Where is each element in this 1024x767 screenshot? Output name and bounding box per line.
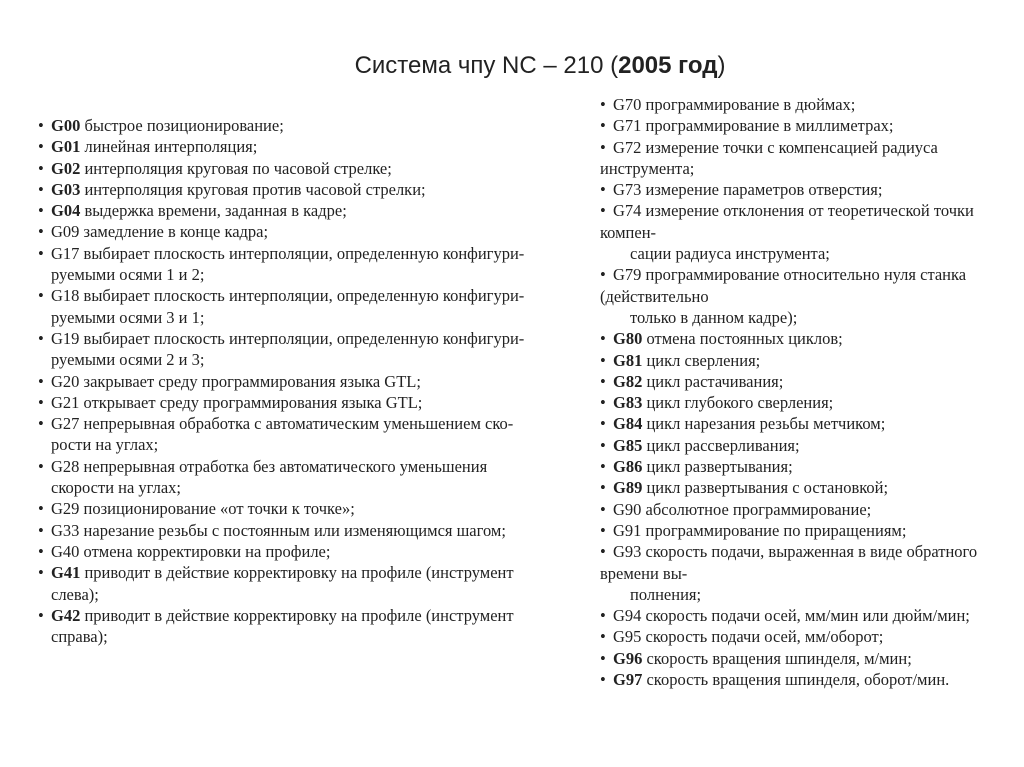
bullet-icon: •	[38, 563, 44, 583]
g-code-description: программирование относительно нуля станка	[645, 265, 967, 285]
list-item-g95	[600, 626, 977, 647]
bullet-icon: •	[600, 95, 606, 114]
list-item-line	[600, 456, 977, 477]
g-code: G90	[613, 499, 642, 519]
g-code-description: цикл развертывания;	[646, 457, 793, 477]
list-item-line	[600, 350, 977, 371]
title-text: Система чпу NC – 210 (	[354, 52, 619, 79]
g-code-description: открывает среду программирования языка GTL;	[83, 392, 423, 412]
left-column-list	[38, 115, 524, 647]
bullet-icon: •	[600, 265, 606, 285]
list-item-line	[38, 285, 524, 306]
list-item-continuation: инструмента;	[600, 158, 695, 178]
g-code: G33	[51, 520, 80, 540]
g-code: G96	[613, 648, 643, 668]
g-code-description: нарезание резьбы с постоянным или изменяющимся шагом;	[83, 520, 506, 540]
g-code-description: отмена корректировки на профиле;	[83, 541, 331, 561]
g-code: G21	[51, 392, 80, 412]
bullet-icon: •	[600, 520, 606, 540]
g-code: G95	[613, 627, 642, 647]
bullet-icon: •	[600, 180, 606, 200]
g-code: G18	[51, 286, 80, 306]
bullet-icon: •	[600, 670, 606, 690]
list-item-continuation: скорости на углах;	[51, 478, 182, 498]
list-item-g28	[38, 456, 524, 499]
g-code-description: приводит в действие корректировку на профиле (инструмент	[84, 563, 514, 583]
bullet-icon: •	[600, 414, 606, 434]
list-item-continuation: справа);	[51, 627, 108, 647]
g-code: G72	[613, 137, 642, 157]
list-item-line	[600, 413, 977, 434]
bullet-icon: •	[600, 371, 606, 391]
list-item-g96	[600, 648, 977, 669]
g-code: G04	[51, 201, 81, 221]
g-code: G79	[613, 265, 642, 285]
list-item-continuation: руемыми осями 3 и 1;	[51, 307, 205, 327]
list-item-continuation: сации радиуса инструмента;	[630, 244, 830, 264]
list-item-continuation: руемыми осями 2 и 3;	[51, 350, 205, 370]
g-code-description: программирование в миллиметрах;	[645, 116, 894, 136]
g-code-description: отмена постоянных циклов;	[646, 329, 843, 349]
g-code-description: измерение точки с компенсацией радиуса	[645, 137, 938, 157]
list-item-line	[38, 562, 524, 583]
g-code: G00	[51, 116, 81, 135]
g-code-description: выбирает плоскость интерполяции, определенную конфигури-	[83, 328, 525, 348]
bullet-icon: •	[600, 648, 606, 668]
list-item-line	[38, 413, 524, 434]
g-code-description: скорость подачи, выраженная в виде обратного	[645, 542, 978, 562]
bullet-icon: •	[38, 137, 44, 157]
bullet-icon: •	[600, 606, 606, 626]
list-item-g04	[38, 200, 524, 221]
bullet-icon: •	[600, 350, 606, 370]
bullet-icon: •	[38, 520, 44, 540]
list-item-g94	[600, 605, 977, 626]
list-item-g73	[600, 179, 977, 200]
g-code: G89	[613, 478, 643, 498]
title-year: 2005 год	[618, 52, 718, 79]
bullet-icon: •	[38, 222, 44, 242]
list-item-line	[38, 158, 524, 179]
g-code: G40	[51, 541, 80, 561]
list-item-g80	[600, 328, 977, 349]
list-item-g21	[38, 392, 524, 413]
bullet-icon: •	[38, 456, 44, 476]
list-item-line	[600, 477, 977, 498]
list-item-g00	[38, 115, 524, 136]
g-code-description: интерполяция круговая по часовой стрелке;	[84, 158, 392, 178]
list-item-line	[600, 520, 977, 541]
bullet-icon: •	[600, 542, 606, 562]
title-suffix: )	[717, 52, 726, 79]
list-item-line	[38, 136, 524, 157]
g-code-description: позиционирование «от точки к точке»;	[83, 499, 355, 519]
list-item-line	[600, 115, 977, 136]
list-item-g29	[38, 498, 524, 519]
list-item-line	[600, 605, 977, 626]
list-item-g33	[38, 520, 524, 541]
bullet-icon: •	[600, 116, 606, 136]
list-item-g18	[38, 285, 524, 328]
list-item-continuation: рости на углах;	[51, 435, 159, 455]
list-item-line	[38, 243, 524, 264]
bullet-icon: •	[600, 499, 606, 519]
g-code: G03	[51, 179, 81, 199]
list-item-line	[600, 669, 977, 690]
list-item-continuation: руемыми осями 1 и 2;	[51, 265, 205, 285]
g-code-description: цикл растачивания;	[646, 371, 784, 391]
list-item-line	[600, 435, 977, 456]
list-item-g85	[600, 435, 977, 456]
bullet-icon: •	[600, 137, 606, 157]
list-item-line	[38, 221, 524, 242]
list-item-g03	[38, 179, 524, 200]
list-item-g41	[38, 562, 524, 605]
list-item-line	[38, 371, 524, 392]
g-code-description: приводит в действие корректировку на профиле (инструмент	[84, 605, 514, 625]
list-item-line	[600, 648, 977, 669]
g-code-description: линейная интерполяция;	[84, 137, 258, 157]
bullet-icon: •	[38, 414, 44, 434]
bullet-icon: •	[38, 371, 44, 391]
g-code-description: цикл развертывания с остановкой;	[646, 478, 889, 498]
list-item-line	[600, 499, 977, 520]
g-code-description: закрывает среду программирования языка GTL;	[83, 371, 421, 391]
bullet-icon: •	[38, 179, 44, 199]
g-code: G93	[613, 542, 642, 562]
g-code-description: программирование по приращениям;	[645, 520, 907, 540]
g-code-description: скорость вращения шпинделя, оборот/мин.	[646, 670, 950, 690]
list-item-g72	[600, 137, 977, 180]
list-item-continuation: полнения;	[630, 584, 702, 604]
g-code-description: быстрое позиционирование;	[84, 116, 284, 135]
g-code-description: замедление в конце кадра;	[83, 222, 269, 242]
g-code-description: непрерывная отработка без автоматического уменьшения	[83, 456, 488, 476]
list-item-line	[600, 200, 977, 221]
bullet-icon: •	[38, 499, 44, 519]
bullet-icon: •	[600, 329, 606, 349]
g-code: G91	[613, 520, 642, 540]
g-code-description: скорость вращения шпинделя, м/мин;	[646, 648, 912, 668]
list-item-line	[600, 137, 977, 158]
bullet-icon: •	[600, 627, 606, 647]
list-item-line	[38, 498, 524, 519]
list-item-g97	[600, 669, 977, 690]
g-code: G70	[613, 95, 642, 114]
list-item-g91	[600, 520, 977, 541]
list-item-line	[600, 392, 977, 413]
g-code: G97	[613, 670, 643, 690]
g-code: G42	[51, 605, 81, 625]
g-code: G82	[613, 371, 643, 391]
g-code-description: скорость подачи осей, мм/оборот;	[645, 627, 884, 647]
list-item-continuation: только в данном кадре);	[630, 307, 798, 327]
list-item-line	[600, 371, 977, 392]
g-code: G80	[613, 329, 643, 349]
list-item-line	[38, 456, 524, 477]
list-item-g86	[600, 456, 977, 477]
g-code-description: абсолютное программирование;	[645, 499, 872, 519]
bullet-icon: •	[38, 286, 44, 306]
g-code-description: цикл нарезания резьбы метчиком;	[646, 414, 886, 434]
g-code-description: интерполяция круговая против часовой стрелки;	[84, 179, 426, 199]
bullet-icon: •	[38, 201, 44, 221]
bullet-icon: •	[600, 478, 606, 498]
g-code: G01	[51, 137, 81, 157]
list-item-g01	[38, 136, 524, 157]
page-title	[0, 52, 1024, 80]
g-code: G20	[51, 371, 80, 391]
bullet-icon: •	[38, 116, 44, 135]
list-item-line	[600, 264, 977, 285]
list-item-g17	[38, 243, 524, 286]
bullet-icon: •	[38, 243, 44, 263]
bullet-icon: •	[600, 393, 606, 413]
list-item-line	[38, 328, 524, 349]
bullet-icon: •	[38, 328, 44, 348]
list-item-continuation: компен-	[600, 222, 657, 242]
list-item-line	[38, 179, 524, 200]
list-item-continuation: слева);	[51, 584, 99, 604]
list-item-line	[600, 179, 977, 200]
right-column-list	[600, 94, 977, 690]
list-item-line	[600, 626, 977, 647]
list-item-line	[38, 605, 524, 626]
g-code: G86	[613, 457, 643, 477]
list-item-g20	[38, 371, 524, 392]
list-item-g40	[38, 541, 524, 562]
list-item-g90	[600, 499, 977, 520]
g-code: G17	[51, 243, 80, 263]
g-code: G81	[613, 350, 643, 370]
g-code: G02	[51, 158, 81, 178]
list-item-g70	[600, 94, 977, 115]
list-item-g19	[38, 328, 524, 371]
g-code: G09	[51, 222, 80, 242]
list-item-continuation: (действительно	[600, 286, 709, 306]
bullet-icon: •	[38, 605, 44, 625]
list-item-g02	[38, 158, 524, 179]
g-code-description: измерение отклонения от теоретической точки	[645, 201, 974, 221]
g-code: G41	[51, 563, 81, 583]
g-code: G19	[51, 328, 80, 348]
g-code-description: цикл глубокого сверления;	[646, 393, 834, 413]
g-code-description: выбирает плоскость интерполяции, определенную конфигури-	[83, 243, 525, 263]
list-item-line	[600, 94, 977, 115]
g-code: G85	[613, 435, 643, 455]
g-code-description: цикл сверления;	[646, 350, 761, 370]
bullet-icon: •	[38, 541, 44, 561]
g-code: G28	[51, 456, 80, 476]
list-item-line	[38, 392, 524, 413]
list-item-line	[600, 328, 977, 349]
list-item-line	[38, 200, 524, 221]
g-code-description: выдержка времени, заданная в кадре;	[84, 201, 347, 221]
g-code: G84	[613, 414, 643, 434]
list-item-g93	[600, 541, 977, 605]
list-item-line	[38, 520, 524, 541]
list-item-g89	[600, 477, 977, 498]
bullet-icon: •	[600, 435, 606, 455]
list-item-g27	[38, 413, 524, 456]
g-code: G73	[613, 180, 642, 200]
list-item-g71	[600, 115, 977, 136]
g-code-description: выбирает плоскость интерполяции, определенную конфигури-	[83, 286, 525, 306]
list-item-g81	[600, 350, 977, 371]
bullet-icon: •	[38, 392, 44, 412]
list-item-line	[38, 541, 524, 562]
list-item-g74	[600, 200, 977, 264]
g-code: G71	[613, 116, 642, 136]
list-item-g09	[38, 221, 524, 242]
g-code: G83	[613, 393, 643, 413]
g-code-description: измерение параметров отверстия;	[645, 180, 883, 200]
g-code: G29	[51, 499, 80, 519]
g-code: G27	[51, 414, 80, 434]
g-code-description: программирование в дюймах;	[645, 95, 856, 114]
g-code-description: непрерывная обработка с автоматическим уменьшением ско-	[83, 414, 514, 434]
g-code-description: цикл рассверливания;	[646, 435, 800, 455]
bullet-icon: •	[600, 457, 606, 477]
bullet-icon: •	[38, 158, 44, 178]
list-item-g83	[600, 392, 977, 413]
list-item-g42	[38, 605, 524, 648]
g-code: G94	[613, 606, 642, 626]
g-code: G74	[613, 201, 642, 221]
list-item-g82	[600, 371, 977, 392]
list-item-line	[600, 541, 977, 562]
list-item-g79	[600, 264, 977, 328]
list-item-g84	[600, 413, 977, 434]
g-code-description: скорость подачи осей, мм/мин или дюйм/мин;	[645, 606, 970, 626]
list-item-line	[38, 115, 524, 136]
bullet-icon: •	[600, 201, 606, 221]
list-item-continuation: времени вы-	[600, 563, 688, 583]
